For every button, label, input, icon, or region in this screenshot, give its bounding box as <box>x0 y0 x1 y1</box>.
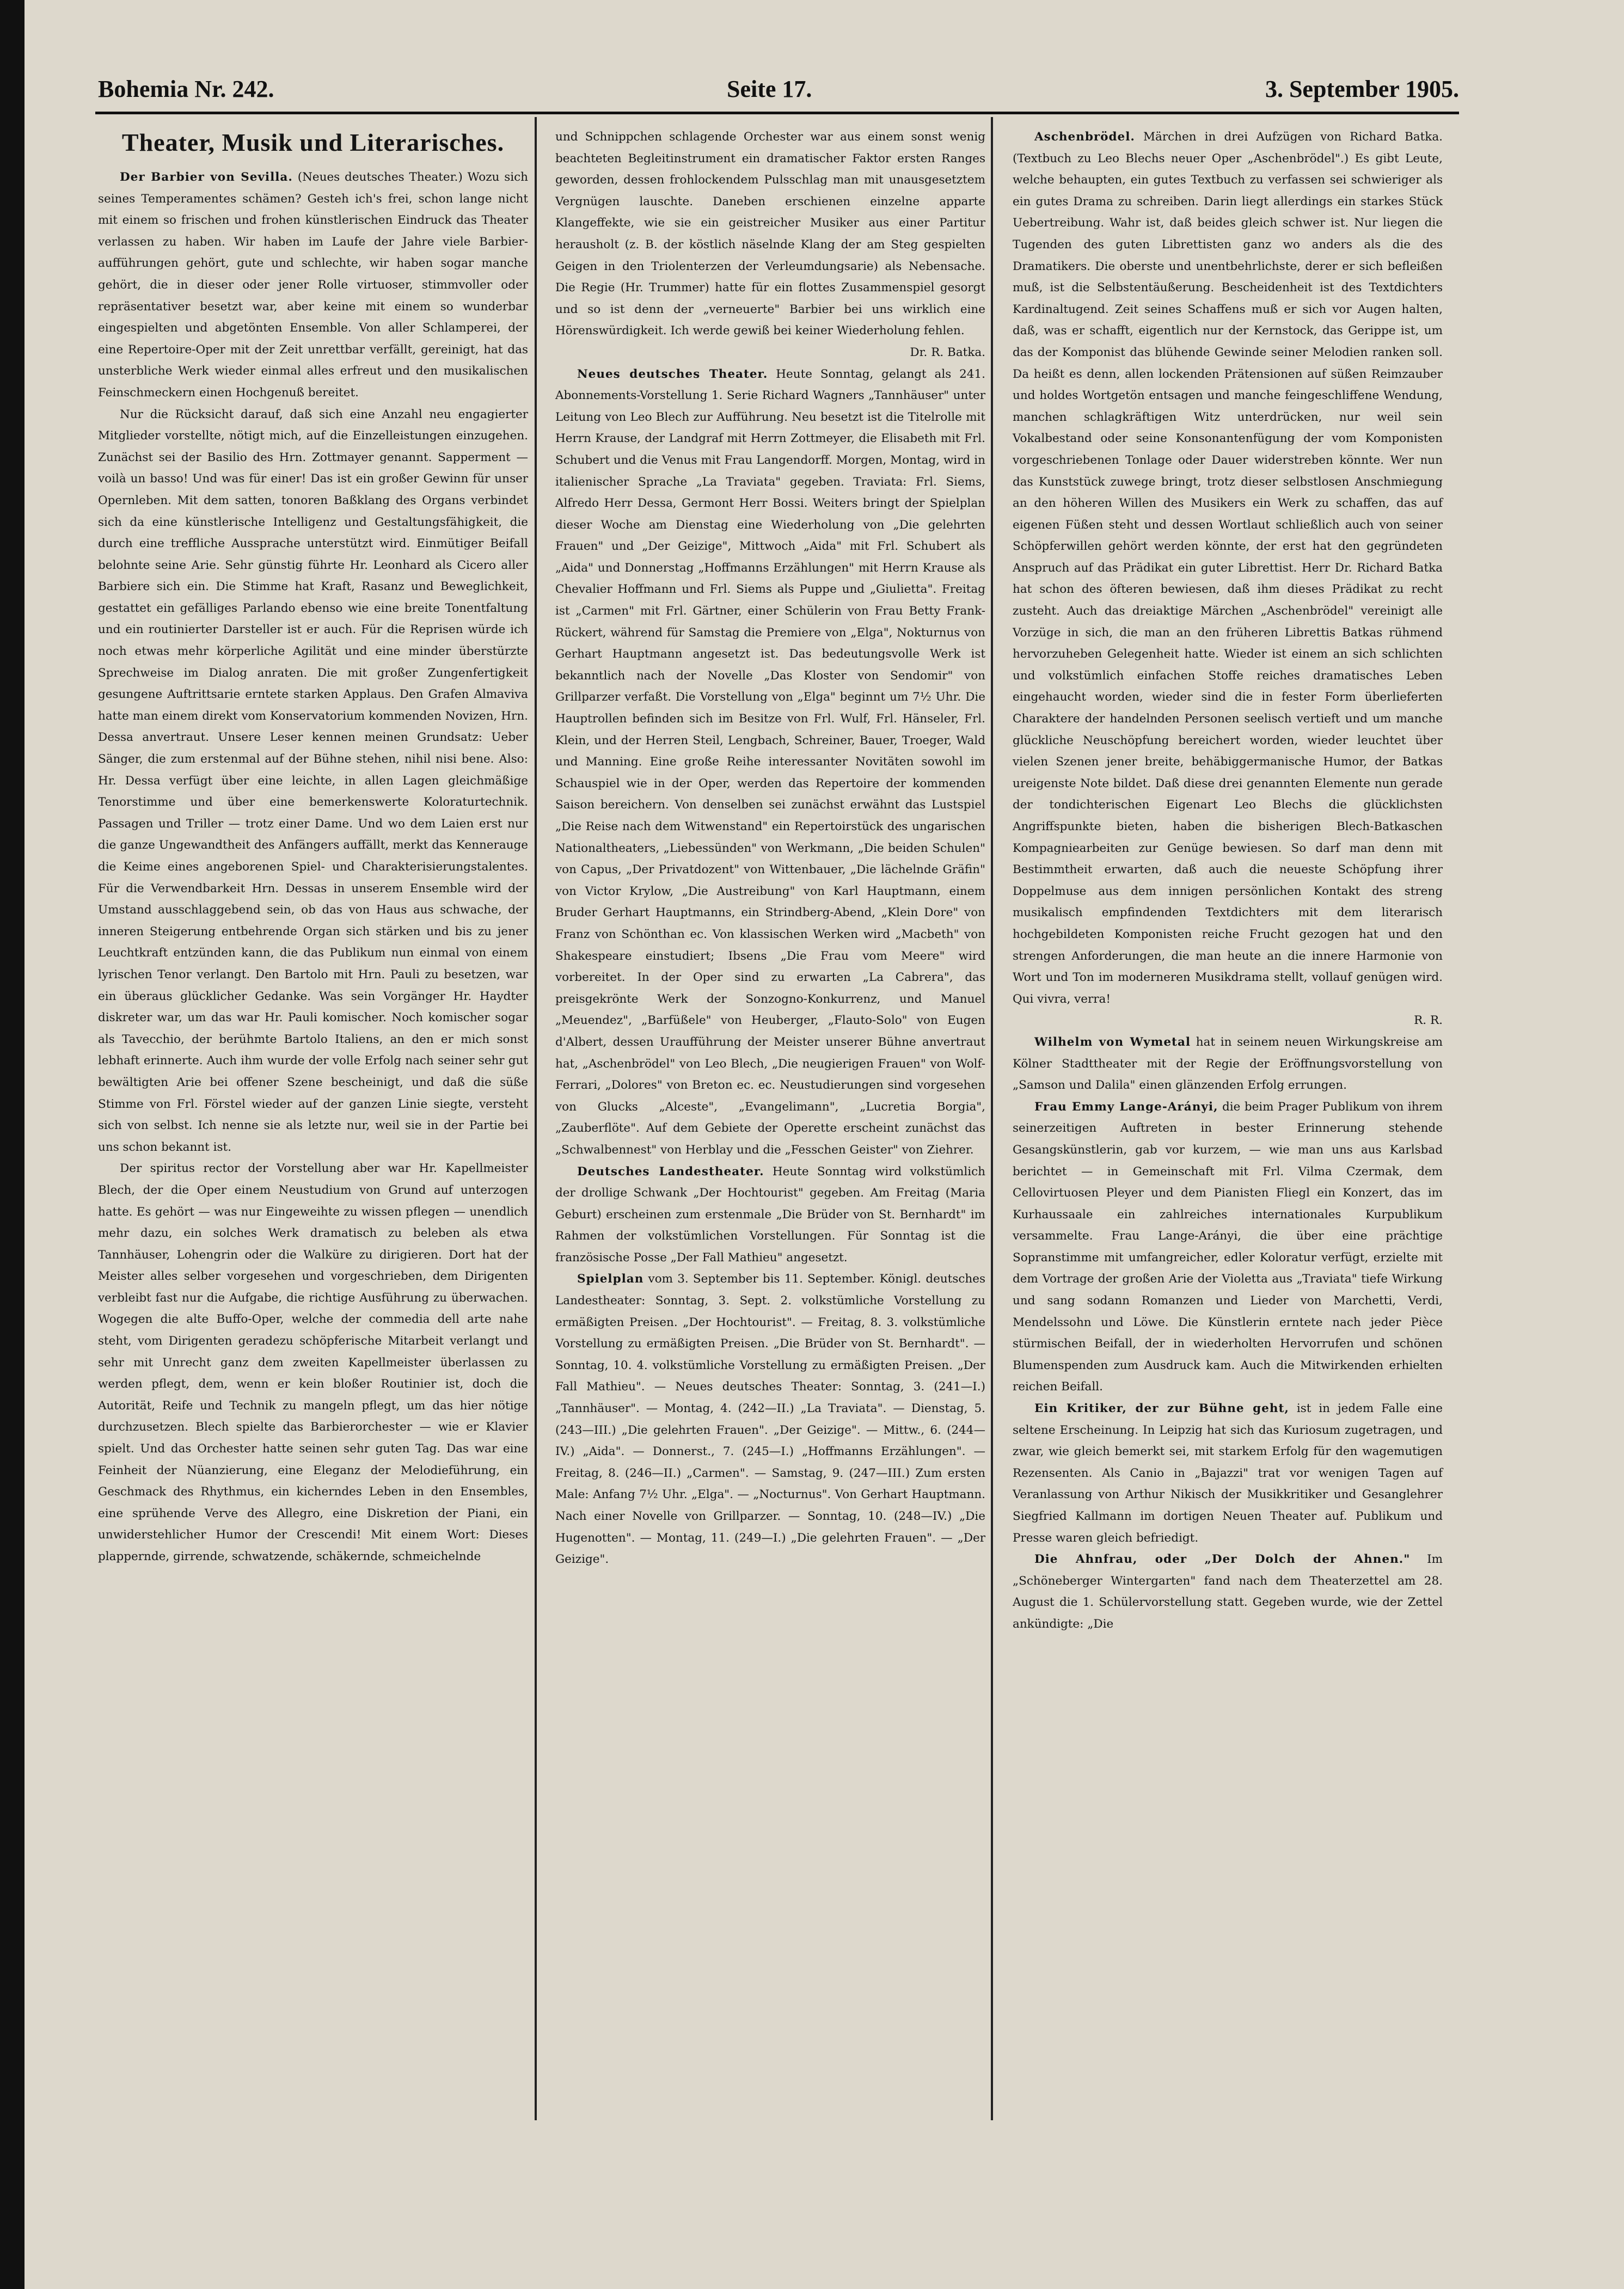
article-signature-rr: R. R. <box>1414 1014 1443 1028</box>
newspaper-page <box>24 0 1624 2289</box>
header-page-number: Seite 17. <box>727 76 812 102</box>
article-title-aschenbroedel: Aschenbrödel. <box>1034 130 1135 144</box>
article-aschenbroedel-text: Märchen in drei Aufzügen von Richard Batka. (Textbuch zu Leo Blechs neuer Oper „Aschenbrödel".) Es gibt Leute, welche behaupten, ein gutes Textbuch zu verfassen sei schwieriger als ein gutes Drama zu schreiben. Darin liegt allerdings ein starkes Stück Uebertreibung. Wahr ist, daß beides gleich schwer ist. Nur liegen die Tugenden des guten Librettisten ganz wo anders als die des Dramatikers. Die oberste und unentbehrlichste, derer er sich befleißen muß, ist die Selbstentäußerung. Bescheidenheit ist des Textdichters Kardinaltugend. Zeit seines Schaffens muß er sich vor Augen halten, daß, was er schafft, eigentlich nur der Kernstock, das Gerippe ist, um das der Komponist das blühende Gewinde seiner Melodien ranken soll. Da heißt es denn, allen lockenden Prätensionen auf süßen Reimzauber und holdes Wortgetön entsagen und manche feingeschliffene Wendung, manchen schlagkräftigen Witz unterdrücken, nur weil sein Vokalbestand oder seine Konsonantenfügung der vom Komponisten vorgeschriebenen Tonlage oder Dauer widerstreben könnte. Wer nun das Kunststück zuwege bringt, trotz dieser selbstlosen Anschmiegung an den höheren Willen des Musikers ein Werk zu schaffen, das auf eigenen Füßen steht und dessen Wortlaut schließlich auch von seiner Schöpferwillen gehört werden könnte, der erst hat den gegründeten Anspruch auf das Prädikat ein guter Librettist. Herr Dr. Richard Batka hat schon des öfteren bewiesen, daß ihm dieses Prädikat zu recht zusteht. Auch das dreiaktige Märchen „Aschenbrödel" vereinigt alle Vorzüge in sich, die man an den früheren Librettis Batkas rühmend hervorzuheben Gelegenheit hatte. Wieder ist einem an sich schlichten und volkstümlich einfachen Stoffe reiches dramatisches Leben eingehaucht worden, wieder sind die in fester Form überlieferten Charaktere der handelnden Personen seelisch vertieft und um manche glückliche Neuschöpfung bereichert worden, wieder leuchtet über vielen Szenen jener breite, behäbiggermanische Humor, der Batkas ureigenste Note bildet. Daß diese drei genannten Elemente nun gerade der tondichterischen Eigenart Leo Blechs die glücklichsten Angriffspunkte bieten, haben die bisherigen Blech-Batkaschen Kompagniearbeiten zur Genüge bewiesen. So darf man denn mit Bestimmtheit erwarten, daß auch die neueste Schöpfung ihrer Doppelmuse aus dem innigen persönlichen Kontakt des streng musikalisch empfindenden Textdichters mit dem literarisch hochgebildeten Komponisten reiche Frucht gezogen hat und den strengen Anforderungen, die man heute an die innere Harmonie von Wort und Ton im moderneren Musikdrama stellt, vollauf genügen wird. Qui vivra, verra! <box>1013 130 1443 1006</box>
article-barbier-continued: und Schnippchen schlagende Orchester war aus einem sonst wenig beachteten Begleitinstrument ein dramatischer Faktor ersten Ranges geworden, dessen frohlockendem Pulsschlag man mit unausgesetztem Vergnügen lauschte. Daneben erschienen einzelne apparte Klangeffekte, wie sie ein geistreicher Musiker aus einer Partitur herausholt (z. B. der köstlich näselnde Klang der am Steg gespielten Geigen in den Triolenterzen der Verleumdungsarie) als Nebensache. Die Regie (Hr. Trummer) hatte für ein flottes Zusammenspiel gesorgt und so ist denn der „verneuerte" Barbier bei uns wirklich eine Hörenswürdigkeit. Ich werde gewiß bei keiner Wiederholung fehlen. <box>555 130 985 338</box>
scan-dark-edge <box>0 0 24 2289</box>
article-ahnfrau-text: Im „Schöneberger Wintergarten" fand nach dem Theaterzettel am 28. August die 1. Schülervorstellung statt. Gegeben wurde, wie der Zettel ankündigte: „Die <box>1013 1552 1443 1631</box>
article-lange-aranyi-text: die beim Prager Publikum von ihrem seinerzeitigen Auftreten in bester Erinnerung stehende Gesangskünstlerin, gab vor kurzem, — wie man uns aus Karlsbad berichtet — in Gemeinschaft mit Frl. Vilma Czermak, dem Cellovirtuosen Pleyer und dem Pianisten Fliegl ein Konzert, das im Kurhaussaale ein zahlreiches internationales Kurpublikum versammelte. Frau Lange-Arányi, die über eine prächtige Sopranstimme mit umfangreicher, edler Koloratur verfügt, erzielte mit dem Vortrage der großen Arie der Violetta aus „Traviata" tiefe Wirkung und sang sodann Romanzen und Lieder von Marchetti, Verdi, Mendelssohn und Löwe. Die Künstlerin erntete nach jeder Pièce stürmischen Beifall, der in wiederholten Hervorrufen und schönen Blumenspenden zum Ausdruck kam. Auch die Mitwirkenden erhielten reichen Beifall. <box>1013 1100 1443 1394</box>
article-signature-batka: Dr. R. Batka. <box>910 345 985 359</box>
article-barbier-text: (Neues deutsches Theater.) Wozu sich seines Temperamentes schämen? Gesteh ich's frei, schon lange nicht mit einem so frischen und frohen künstlerischen Eindruck das Theater verlassen zu haben. Wir haben im Laufe der Jahre viele Barbier-aufführungen gehört, gute und schlechte, wir haben sogar manche gehört, die in dieser oder jener Rolle virtuoser, stimmvoller oder repräsentativer besetzt war, aber keine mit einem so wunderbar eingespielten und abgetönten Ensemble. Von aller Schlamperei, der eine Repertoire-Oper mit der Zeit unrettbar verfällt, gereinigt, hat das unsterbliche Werk wieder einmal alles erfreut und den musikalischen Feinschmeckern einen Hochgenuß bereitet. <box>98 170 528 400</box>
article-barbier-p2: Nur die Rücksicht darauf, daß sich eine Anzahl neu engagierter Mitglieder vorstellte, nötigt mich, auf die Einzelleistungen einzugehen. Zunächst sei der Basilio des Hrn. Zottmayer genannt. Sapperment — voilà un basso! Und was für einer! Das ist ein großer Gewinn für unser Opernleben. Mit dem satten, tonoren Baßklang des Organs verbindet sich da eine künstlerische Intelligenz und Gestaltungsfähigkeit, die durch eine treffliche Aussprache unterstützt wird. Einmütiger Beifall belohnte seine Arie. Sehr günstig führte Hr. Leonhard als Cicero aller Barbiere sich ein. Die Stimme hat Kraft, Rasanz und Beweglichkeit, gestattet ein gefälliges Parlando ebenso wie eine breite Tonentfaltung und ein routinierter Darsteller ist er auch. Für die Reprisen würde ich noch etwas mehr körperliche Agilität und eine minder überstürzte Sprechweise im Dialog anraten. Die mit großer Zungenfertigkeit gesungene Auftrittsarie erntete starken Applaus. Den Grafen Almaviva hatte man einem direkt vom Konservatorium kommenden Novizen, Hrn. Dessa anvertraut. Unsere Leser kennen meinen Grundsatz: Ueber Sänger, die zum erstenmal auf der Bühne stehen, nihil nisi bene. Also: Hr. Dessa verfügt über eine leichte, in allen Lagen gleichmäßige Tenorstimme und über eine bemerkenswerte Koloraturtechnik. Passagen und Triller — trotz einer Dame. Und wo dem Laien erst nur die ganze Ungewandtheit des Anfängers auffällt, merkt das Kennerauge die Keime eines angeborenen Spiel- und Charakterisierungstalentes. Für die Verwendbarkeit Hrn. Dessas in unserem Ensemble wird der Umstand ausschlaggebend sein, ob das von Haus aus schwache, der inneren Steigerung entbehrende Organ sich stärken und bis zu jener Leuchtkraft entzünden kann, die das Publikum nun einmal von einem lyrischen Tenor verlangt. Den Bartolo mit Hrn. Pauli zu besetzen, war ein überaus glücklicher Gedanke. Was sein Vorgänger Hr. Haydter diskreter war, um das war Hr. Pauli komischer. Noch komischer sogar als Tavecchio, der berühmte Bartolo Italiens, an den er mich sonst lebhaft erinnerte. Auch ihm wurde der volle Erfolg nach seiner sehr gut bewältigten Arie bei offener Szene bescheinigt, und daß die süße Stimme von Frl. Förstel wieder auf der ganzen Linie siegte, versteht sich von selbst. Ich nenne sie als letzte nur, weil sie in der Partie bei uns schon bekannt ist. <box>98 407 528 1154</box>
section-title: Theater, Musik und Literarisches. <box>121 128 505 156</box>
header-date: 3. September 1905. <box>1265 76 1459 102</box>
article-wymetal-text: hat in seinem neuen Wirkungskreise am Kölner Stadttheater mit der Regie der Eröffnungsvorstellung von „Samson und Dalila" einen glänzenden Erfolg errungen. <box>1013 1035 1443 1093</box>
article-title-spielplan: Spielplan <box>577 1272 644 1286</box>
column-1 <box>98 126 528 1568</box>
article-title-ahnfrau: Die Ahnfrau, oder „Der Dolch der Ahnen." <box>1034 1552 1411 1567</box>
article-spielplan-text: vom 3. September bis 11. September. Königl. deutsches Landestheater: Sonntag, 3. Sept. 2. volkstümliche Vorstellung zu ermäßigten Preisen. „Der Hochtourist". — Freitag, 8. 3. volkstümliche Vorstellung zu ermäßigten Preisen. „Die Brüder von St. Bernhardt". — Sonntag, 10. 4. volkstümliche Vorstellung zu ermäßigten Preisen. „Der Fall Mathieu". — Neues deutsches Theater: Sonntag, 3. (241—I.) „Tannhäuser". — Montag, 4. (242—II.) „La Traviata". — Dienstag, 5. (243—III.) „Die gelehrten Frauen". „Der Geizige". — Mittw., 6. (244—IV.) „Aida". — Donnerst., 7. (245—I.) „Hoffmanns Erzählungen". — Freitag, 8. (246—II.) „Carmen". — Samstag, 9. (247—III.) Zum ersten Male: Anfang 7½ Uhr. „Elga". — „Nocturnus". Von Gerhart Hauptmann. Nach einer Novelle von Grillparzer. — Sonntag, 10. (248—IV.) „Die Hugenotten". — Montag, 11. (249—I.) „Die gelehrten Frauen". — „Der Geizige". <box>555 1272 985 1567</box>
article-kritiker <box>1013 1398 1443 1549</box>
column-2 <box>555 126 985 1570</box>
article-title-landestheater: Deutsches Landestheater. <box>577 1164 764 1179</box>
article-lange-aranyi <box>1013 1096 1443 1398</box>
article-wymetal <box>1013 1032 1443 1096</box>
column-3 <box>1013 126 1443 1635</box>
article-title-lange-aranyi: Frau Emmy Lange-Arányi, <box>1034 1100 1218 1114</box>
article-spielplan <box>555 1268 985 1570</box>
header-masthead: Bohemia Nr. 242. <box>98 76 274 102</box>
column-divider-1 <box>535 117 537 2120</box>
article-aschenbroedel <box>1013 126 1443 1010</box>
article-title-wymetal: Wilhelm von Wymetal <box>1034 1035 1191 1049</box>
column-divider-2 <box>991 117 993 2120</box>
article-landestheater <box>555 1161 985 1269</box>
header-rule <box>95 112 1459 114</box>
article-neues-theater-text: Heute Sonntag, gelangt als 241. Abonnements-Vorstellung 1. Serie Richard Wagners „Tannhäuser" unter Leitung von Leo Blech zur Aufführung. Neu besetzt ist die Titelrolle mit Herrn Krause, der Landgraf mit Herrn Zottmeyer, die Elisabeth mit Frl. Schubert und die Venus mit Frau Langendorff. Morgen, Montag, wird in italienischer Sprache „La Traviata" gegeben. Traviata: Frl. Siems, Alfredo Herr Dessa, Germont Herr Bossi. Weiters bringt der Spielplan dieser Woche am Dienstag eine Wiederholung von „Die gelehrten Frauen" und „Der Geizige", Mittwoch „Aida" mit Frl. Schubert als „Aida" und Donnerstag „Hoffmanns Erzählungen" mit Herrn Krause als Chevalier Hoffmann und Frl. Siems als Puppe und „Giulietta". Freitag ist „Carmen" mit Frl. Gärtner, einer Schülerin von Frau Betty Frank-Rückert, während für Samstag die Premiere von „Elga", Nokturnus von Gerhart Hauptmann angesetzt ist. Das bedeutungsvolle Werk ist bekanntlich nach der Novelle „Das Kloster von Sendomir" von Grillparzer verfaßt. Die Vorstellung von „Elga" beginnt um 7½ Uhr. Die Hauptrollen befinden sich im Besitze von Frl. Wulf, Frl. Hänseler, Frl. Klein, und der Herren Steil, Lengbach, Schreiner, Bauer, Troeger, Wald und Manning. Eine große Reihe interessanter Novitäten sowohl im Schauspiel wie in der Oper, werden das Repertoire der kommenden Saison bereichern. Von denselben sei zunächst erwähnt das Lustspiel „Die Reise nach dem Witwenstand" ein Repertoirstück des ungarischen Nationaltheaters, „Liebessünden" von Werkmann, „Die beiden Schulen" von Capus, „Der Privatdozent" von Wittenbauer, „Die lächelnde Gräfin" von Victor Krylow, „Die Austreibung" von Karl Hauptmann, einem Bruder Gerhart Hauptmanns, ein Strindberg-Abend, „Klein Dore" von Franz von Schönthan ec. Von klassischen Werken wird „Macbeth" von Shakespeare einstudiert; Ibsens „Die Frau vom Meere" wird vorbereitet. In der Oper sind zu erwarten „La Cabrera", das preisgekrönte Werk der Sonzogno-Konkurrenz, und Manuel „Meuendez", „Barfüßele" von Heuberger, „Flauto-Solo" von Eugen d'Albert, dessen Uraufführung der Meister unserer Bühne anvertraut hat, „Aschenbrödel" von Leo Blech, „Die neugierigen Frauen" von Wolf-Ferrari, „Dolores" von Breton ec. ec. Neustudierungen sind vorgesehen von Glucks „Alceste", „Evangelimann", „Lucretia Borgia", „Zauberflöte". Auf dem Gebiete der Operette erscheint zunächst das „Schwalbennest" von Herblay und die „Fesschen Geister" von Ziehrer. <box>555 367 985 1157</box>
article-kritiker-text: ist in jedem Falle eine seltene Erscheinung. In Leipzig hat sich das Kuriosum zugetragen, und zwar, wie gleich bemerkt sei, mit starkem Erfolg für den wagemutigen Rezensenten. Als Canio in „Bajazzi" trat vor wenigen Tagen auf Veranlassung von Arthur Nikisch der Musikkritiker und Gesanglehrer Siegfried Kallmann im dortigen Neuen Theater auf. Publikum und Presse waren gleich befriedigt. <box>1013 1402 1443 1545</box>
article-title-neues-theater: Neues deutsches Theater. <box>577 367 768 381</box>
page-header <box>98 75 1459 108</box>
article-title-barbier: Der Barbier von Sevilla. <box>120 170 293 184</box>
article-barbier-p3: Der spiritus rector der Vorstellung aber war Hr. Kapellmeister Blech, der die Oper einem Neustudium von Grund auf unterzogen hatte. Es gehört — was nur Eingeweihte zu wissen pflegen — unendlich mehr dazu, ein solches Werk dramatisch zu beleben als etwa Tannhäuser, Lohengrin oder die Walküre zu dirigieren. Dort hat der Meister alles selber vorgesehen und vorgeschrieben, dem Dirigenten verbleibt fast nur die Aufgabe, die richtige Ausführung zu überwachen. Wogegen die alte Buffo-Oper, welche der commedia dell arte nahe steht, vom Dirigenten geradezu schöpferische Mitarbeit verlangt und sehr mit Unrecht ganz dem zweiten Kapellmeister überlassen zu werden pflegt, dem, wenn er kein bloßer Routinier ist, doch die Autorität, Reife und Technik zu mangeln pflegt, um das hier nötige durchzusetzen. Blech spielte das Barbierorchester — wie er Klavier spielt. Und das Orchester hatte seinen sehr guten Tag. Das war eine Feinheit der Nüanzierung, eine Eleganz der Melodieführung, ein Geschmack des Rhythmus, ein kicherndes Leben in den Ensembles, eine sprühende Verve des Allegro, eine Diskretion der Piani, ein unwiderstehlicher Humor der Crescendi! Mit einem Wort: Dieses plappernde, girrende, schwatzende, schäkernde, schmeichelnde <box>98 1162 528 1563</box>
article-neues-theater <box>555 364 985 1161</box>
article-title-kritiker: Ein Kritiker, der zur Bühne geht, <box>1034 1402 1289 1416</box>
article-landestheater-text: Heute Sonntag wird volkstümlich der drollige Schwank „Der Hochtourist" gegeben. Am Freitag (Maria Geburt) erscheinen zum erstenmale „Die Brüder von St. Bernhardt" im Rahmen der volkstümlichen Vorstellungen. Für Sonntag ist die französische Posse „Der Fall Mathieu" angesetzt. <box>555 1164 986 1265</box>
article-ahnfrau <box>1013 1549 1443 1635</box>
article-barbier-p1 <box>98 167 528 404</box>
